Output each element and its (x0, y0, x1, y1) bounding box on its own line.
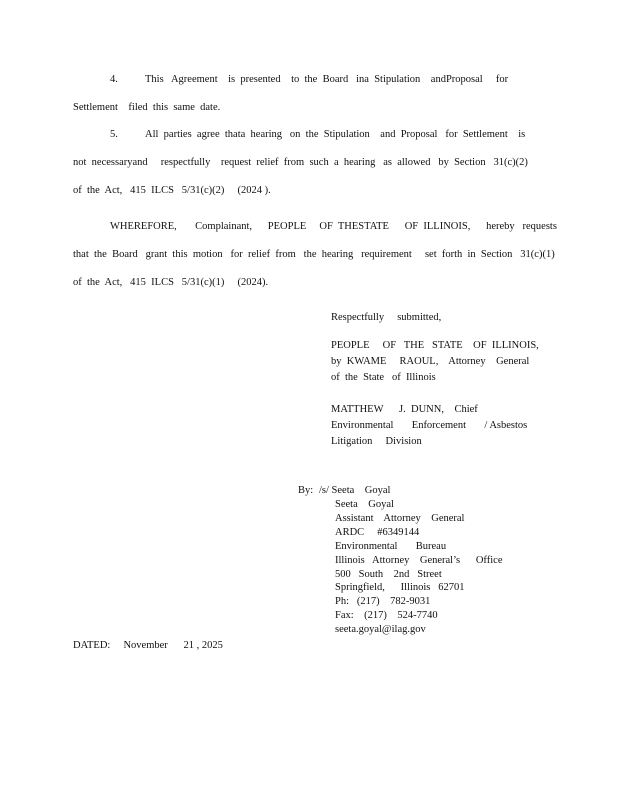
city-address: Springfield, Illinois 62701 (335, 582, 465, 593)
closing: Respectfully submitted, (331, 312, 442, 323)
party-line: by KWAME RAOUL, Attorney General (331, 356, 530, 367)
attorney-name: Seeta Goyal (335, 499, 394, 510)
electronic-signature: /s/ Seeta Goyal (319, 485, 391, 496)
paragraph-text-line: that the Board grant this motion for relief from the hearing requirement set forth in Section 31(c)(1) (73, 249, 555, 260)
fax-number: Fax: (217) 524-7740 (335, 610, 438, 621)
paragraph-text-line: WHEREFORE, Complainant, PEOPLE OF THESTATE OF ILLINOIS, hereby requests (110, 221, 557, 232)
paragraph-text-line: All parties agree thata hearing on the Stipulation and Proposal for Settlement is (145, 129, 526, 140)
office-name: Illinois Attorney General’s Office (335, 555, 503, 566)
chief-line: Environmental Enforcement / Asbestos (331, 420, 528, 431)
paragraph-text-line: of the Act, 415 ILCS 5/31(c)(1) (2024). (73, 277, 269, 288)
street-address: 500 South 2nd Street (335, 569, 442, 580)
paragraph-text-line: Settlement filed this same date. (73, 102, 221, 113)
chief-line: MATTHEW J. DUNN, Chief (331, 404, 478, 415)
bureau-name: Environmental Bureau (335, 541, 447, 552)
paragraph-text-line: This Agreement is presented to the Board ina Stipulation andProposal for (145, 74, 509, 85)
paragraph-text-line: not necessaryand respectfully request relief from such a hearing as allowed by Section 31(c)(2) (73, 157, 528, 168)
attorney-title: Assistant Attorney General (335, 513, 465, 524)
chief-line: Litigation Division (331, 436, 422, 447)
dated-line: DATED: November 21 , 2025 (73, 640, 223, 651)
paragraph-text-line: of the Act, 415 ILCS 5/31(c)(2) (2024 ). (73, 185, 271, 196)
by-label: By: (298, 485, 314, 496)
party-line: PEOPLE OF THE STATE OF ILLINOIS, (331, 340, 539, 351)
email-address: seeta.goyal@ilag.gov (335, 624, 426, 635)
paragraph-number: 5. (110, 129, 118, 140)
phone-number: Ph: (217) 782-9031 (335, 596, 431, 607)
party-line: of the State of Illinois (331, 372, 436, 383)
ardc-number: ARDC #6349144 (335, 527, 420, 538)
paragraph-number: 4. (110, 74, 118, 85)
